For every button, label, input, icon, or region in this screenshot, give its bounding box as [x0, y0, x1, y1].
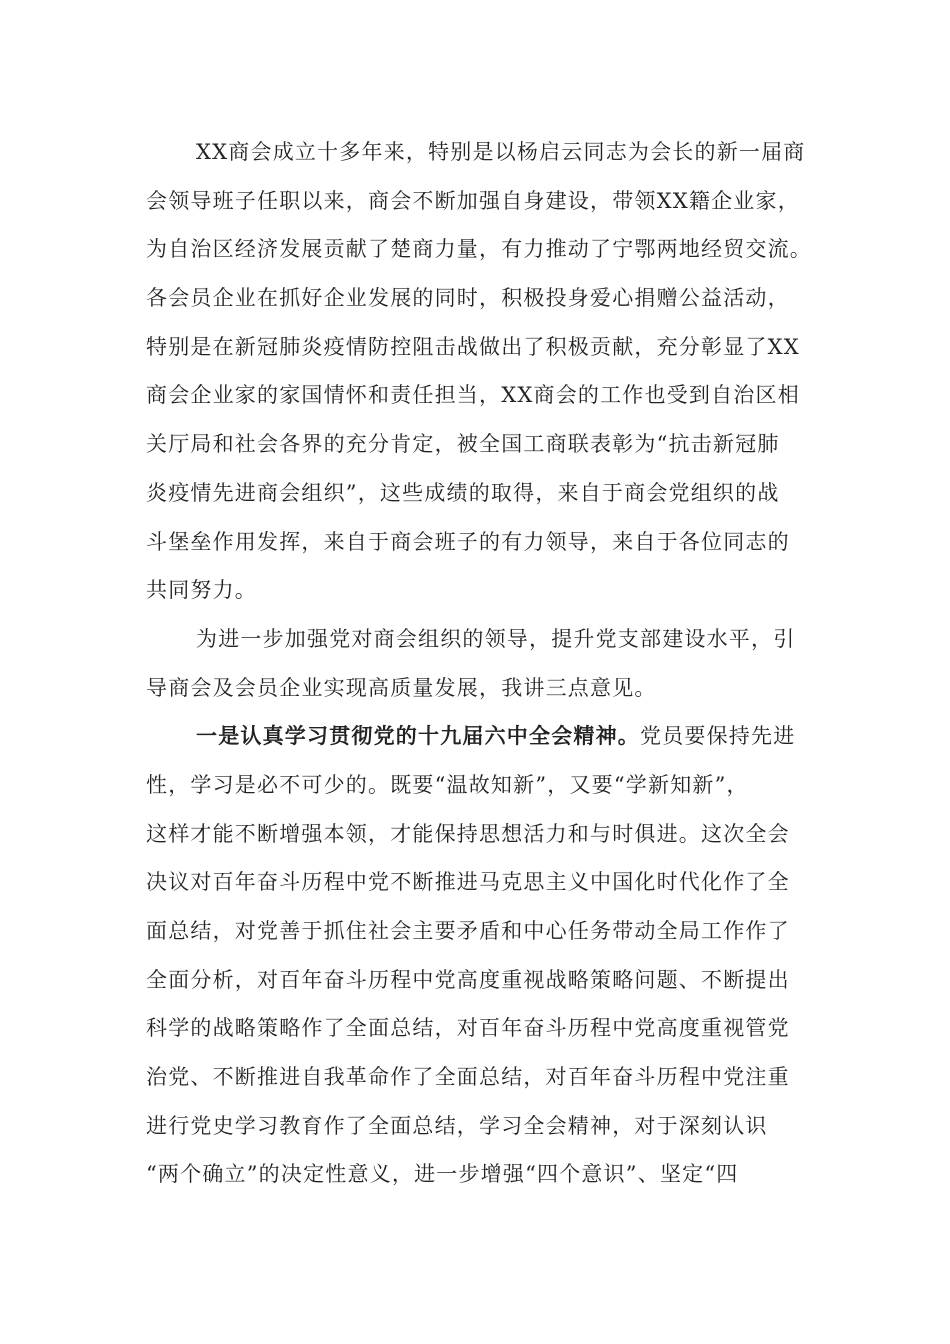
- text-line: 全面分析，对百年奋斗历程中党高度重视战略策略问题、不断提出: [146, 967, 790, 992]
- document-body: [146, 128, 812, 1199]
- text-line: 为进一步加强党对商会组织的领导，提升党支部建设水平，引: [196, 626, 796, 651]
- text-line: 为自治区经济发展贡献了楚商力量，有力推动了宁鄂两地经贸交流。: [146, 237, 812, 262]
- text-line: XX商会成立十多年来，特别是以杨启云同志为会长的新一届商: [196, 140, 806, 164]
- text-line: 共同努力。: [146, 578, 257, 603]
- paragraph-1: [146, 128, 812, 615]
- bold-heading: 一是认真学习贯彻党的十九届六中全会精神。: [196, 723, 640, 749]
- text-line: 性，学习是必不可少的。既要“温故知新”，又要“学新知新”，: [146, 772, 749, 797]
- heading-continuation: 党员要保持先进: [640, 724, 796, 749]
- paragraph-3: [146, 712, 806, 1199]
- text-line: 面总结，对党善于抓住社会主要矛盾和中心任务带动全局工作作了: [146, 919, 790, 943]
- text-line: “两个确立”的决定性意义，进一步增强“四个意识”、坚定“四: [146, 1162, 739, 1187]
- text-line: 会领导班子任职以来，商会不断加强自身建设，带领XX籍企业家，: [146, 188, 800, 213]
- text-line: 斗堡垒作用发挥，来自于商会班子的有力领导，来自于各位同志的: [146, 529, 790, 554]
- text-line: 关厅局和社会各界的充分肯定，被全国工商联表彰为“抗击新冠肺: [146, 432, 780, 457]
- text-line: 进行党史学习教育作了全面总结，学习全会精神，对于深刻认识: [146, 1113, 768, 1138]
- text-line: 决议对百年奋斗历程中党不断推进马克思主义中国化时代化作了全: [146, 870, 790, 895]
- text-line: 炎疫情先进商会组织”，这些成绩的取得，来自于商会党组织的战: [146, 480, 780, 505]
- text-line: 商会企业家的家国情怀和责任担当，XX商会的工作也受到自治区相: [146, 383, 800, 408]
- text-line: 导商会及会员企业实现高质量发展，我讲三点意见。: [146, 675, 657, 700]
- text-line: 特别是在新冠肺炎疫情防控阻击战做出了积极贡献，充分彰显了XX: [146, 334, 800, 359]
- text-line: 治党、不断推进自我革命作了全面总结，对百年奋斗历程中党注重: [146, 1065, 790, 1090]
- paragraph-2: [146, 615, 806, 712]
- text-line: 这样才能不断增强本领，才能保持思想活力和与时俱进。这次全会: [146, 821, 790, 846]
- text-line: [146, 712, 806, 761]
- text-line: 科学的战略策略作了全面总结，对百年奋斗历程中党高度重视管党: [146, 1016, 790, 1041]
- text-line: 各会员企业在抓好企业发展的同时，积极投身爱心捐赠公益活动，: [146, 286, 790, 311]
